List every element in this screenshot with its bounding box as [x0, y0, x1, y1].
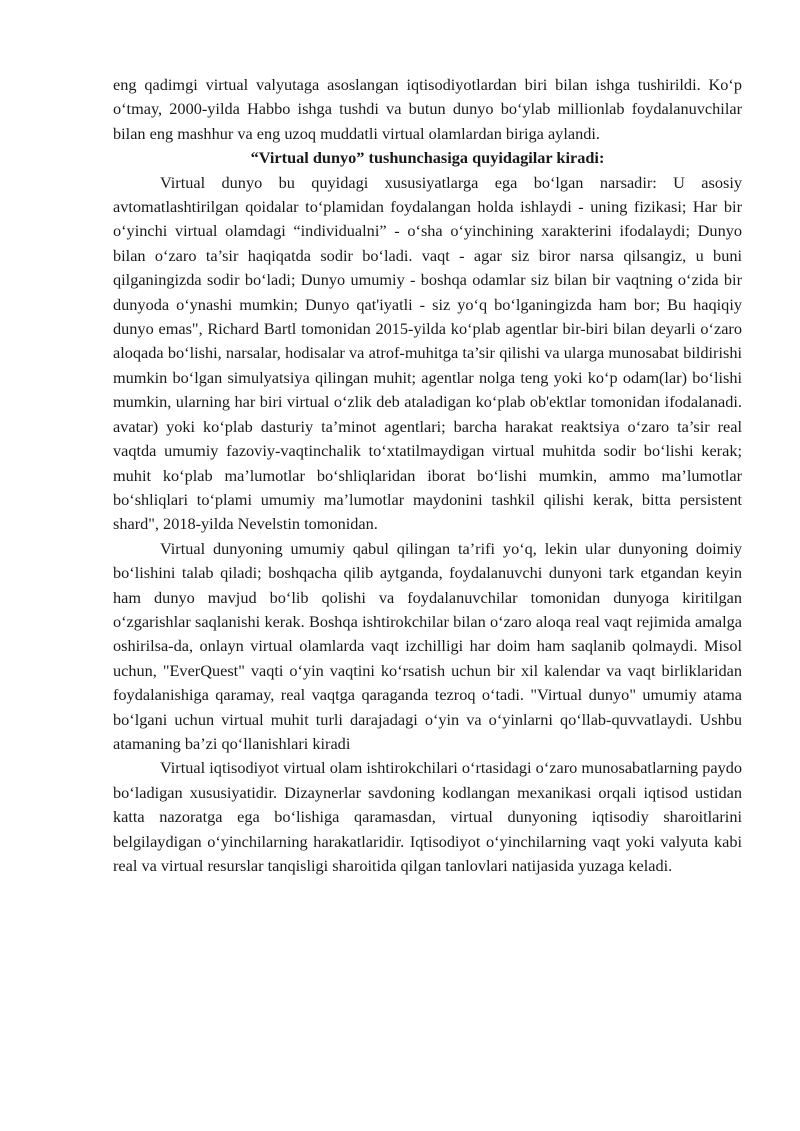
- document-page: [113, 73, 742, 878]
- paragraph-habbo: eng qadimgi virtual valyutaga asoslangan iqtisodiyotlardan biri bilan ishga tushirildi. Ko‘p o‘tmay, 2000-yilda Habbo ishga tushdi va butun dunyo bo‘ylab millionlab foydalanuvchilar bilan eng mashhur va eng uzoq muddatli virtual olamlardan biriga aylandi.: [113, 75, 742, 143]
- paragraph-persistence: Virtual dunyoning umumiy qabul qilingan ta’rifi yo‘q, lekin ular dunyoning doimiy bo‘lishini talab qiladi; boshqacha qilib aytganda, foydalanuvchi dunyoni tark etgandan keyin ham dunyo mavjud bo‘lib qolishi va foydalanuvchilar tomonidan dunyoga kiritilgan o‘zgarishlar saqlanishi kerak. Boshqa ishtirokchilar bilan o‘zaro aloqa real vaqt rejimida amalga oshirilsa-da, onlayn virtual olamlarda vaqt izchilligi har doim ham saqlanib qolmaydi. Misol uchun, "EverQuest" vaqti o‘yin vaqtini ko‘rsatish uchun bir xil kalendar va vaqt birliklaridan foydalanishiga qaramay, real vaqtga qaraganda tezroq o‘tadi. "Virtual dunyo" umumiy atama bo‘lgani uchun virtual muhit turli darajadagi o‘yin va o‘yinlarni qo‘llab-quvvatlaydi. Ushbu atamaning ba’zi qo‘llanishlari kiradi: [113, 538, 742, 753]
- paragraph-virtual-economy: Virtual iqtisodiyot virtual olam ishtirokchilari o‘rtasidagi o‘zaro munosabatlarning paydo bo‘ladigan xususiyatidir. Dizaynerlar savdoning kodlangan mexanikasi orqali iqtisod ustidan katta nazoratga ega bo‘lishiga qaramasdan, virtual dunyoning iqtisodiy sharoitlarini belgilaydigan o‘yinchilarning harakatlaridir. Iqtisodiyot o‘yinchilarning vaqt yoki valyuta kabi real va virtual resurslar tanqisligi sharoitida qilgan tanlovlari natijasida yuzaga keladi.: [113, 758, 742, 875]
- paragraph-virtual-world-definition: Virtual dunyo bu quyidagi xususiyatlarga ega bo‘lgan narsadir: U asosiy avtomatlashtirilgan qoidalar to‘plamidan foydalangan holda ishlaydi - uning fizikasi; Har bir o‘yinchi virtual olamdagi “individualni” - o‘sha o‘yinchining xarakterini ifodalaydi; Dunyo bilan o‘zaro ta’sir haqiqatda sodir bo‘ladi. vaqt - agar siz biror narsa qilsangiz, u buni qilganingizda sodir bo‘ladi; Dunyo umumiy - boshqa odamlar siz bilan bir vaqtning o‘zida bir dunyoda o‘ynashi mumkin; Dunyo qat'iyatli - siz yo‘q bo‘lganingizda ham bor; Bu haqiqiy dunyo emas", Richard Bartl tomonidan 2015-yilda ko‘plab agentlar bir-biri bilan deyarli o‘zaro aloqada bo‘lishi, narsalar, hodisalar va atrof-muhitga ta’sir qilishi va ularga munosabat bildirishi mumkin bo‘lgan simulyatsiya qilingan muhit; agentlar nolga teng yoki ko‘p odam(lar) bo‘lishi mumkin, ularning har biri virtual o‘zlik deb ataladigan ko‘plab ob'ektlar tomonidan ifodalanadi. avatar) yoki ko‘plab dasturiy ta’minot agentlari; barcha harakat reaktsiya o‘zaro ta’sir real vaqtda umumiy fazoviy-vaqtinchalik to‘xtatilmaydigan virtual muhitda sodir bo‘lishi kerak; muhit ko‘plab ma’lumotlar bo‘shliqlaridan iborat bo‘lishi mumkin, ammo ma’lumotlar bo‘shliqlari to‘plami umumiy ma’lumotlar maydonini tashkil qilishi kerak, bitta persistent shard", 2018-yilda Nevelstin tomonidan.: [113, 172, 742, 534]
- section-heading: “Virtual dunyo” tushunchasiga quyidagilar kiradi:: [250, 148, 605, 168]
